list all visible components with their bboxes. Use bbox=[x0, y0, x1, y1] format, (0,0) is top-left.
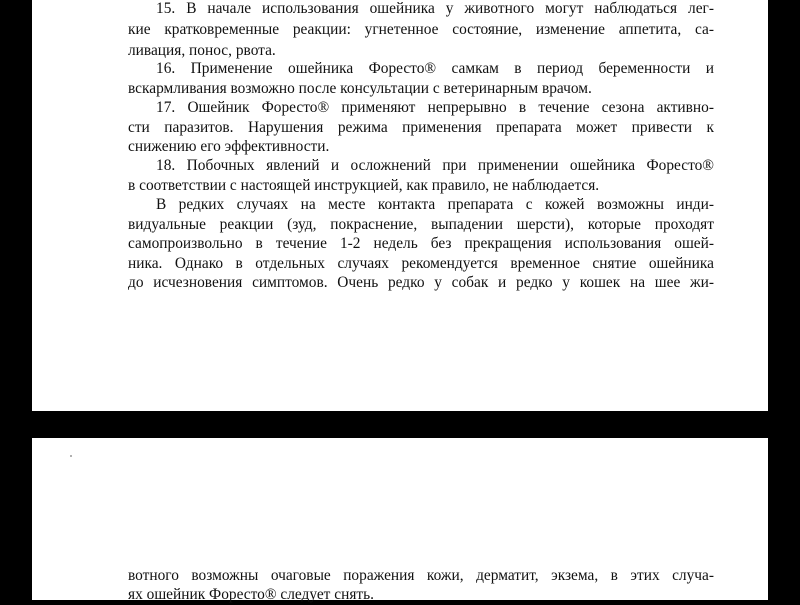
text-line: В редких случаях на месте контакта препарата с кожей возможны инди- bbox=[156, 196, 714, 213]
text-line: вскармливания возможно после консультации с ветеринарным врачом. bbox=[128, 80, 592, 97]
text-line: 17. Ошейник Форесто® применяют непрерывно в течение сезона активно- bbox=[156, 99, 714, 116]
text-line: сти паразитов. Нарушения режима применения препарата может привести к bbox=[128, 119, 714, 136]
text-line: ника. Однако в отдельных случаях рекомендуется временное снятие ошейника bbox=[128, 255, 714, 272]
text-line: самопроизвольно в течение 1-2 недель без прекращения использования ошей- bbox=[128, 235, 714, 252]
text-line: вотного возможны очаговые поражения кожи, дерматит, экзема, в этих случа- bbox=[128, 567, 714, 584]
document-page-top bbox=[32, 0, 768, 411]
text-line: 15. В начале использования ошейника у животного могут наблюдаться лег- bbox=[156, 0, 714, 17]
scan-speck bbox=[70, 455, 72, 457]
text-line: до исчезновения симптомов. Очень редко у собак и редко у кошек на шее жи- bbox=[128, 274, 714, 291]
text-line: ях ошейник Форесто® следует снять. bbox=[128, 586, 374, 603]
text-line: 16. Применение ошейника Форесто® самкам в период беременности и bbox=[156, 60, 714, 77]
text-line: ливация, понос, рвота. bbox=[128, 42, 276, 59]
text-line: видуальные реакции (зуд, покраснение, выпадении шерсти), которые проходят bbox=[128, 216, 714, 233]
text-line: 18. Побочных явлений и осложнений при применении ошейника Форесто® bbox=[156, 157, 714, 174]
text-line: в соответствии с настоящей инструкцией, как правило, не наблюдается. bbox=[128, 177, 600, 194]
document-page-bottom bbox=[32, 438, 768, 603]
text-line: кие кратковременные реакции: угнетенное состояние, изменение аппетита, са- bbox=[128, 21, 714, 38]
text-line: снижению его эффективности. bbox=[128, 138, 330, 155]
